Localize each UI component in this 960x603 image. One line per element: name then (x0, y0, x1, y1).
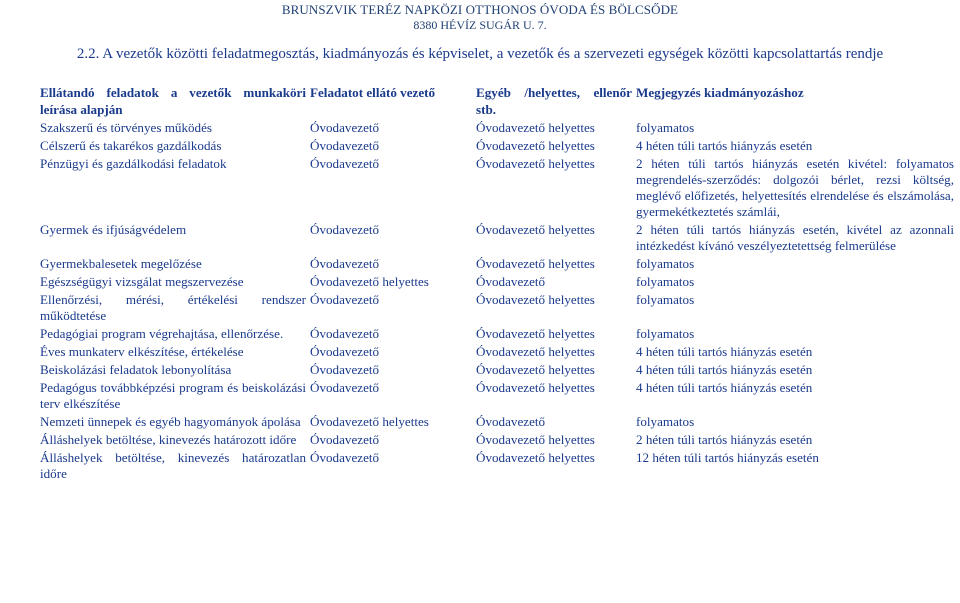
note-cell: 2 héten túli tartós hiányzás esetén kivétel: folyamatos megrendelés-szerződés: dolgozói bérlet, rezsi költség, meglévő előfizetés, helyettesítés elrendelése és elszámolása, gyermekétkeztetés számlái, (636, 156, 954, 219)
deputy-cell: Óvodavezető helyettes (476, 292, 595, 307)
leader-cell: Óvodavezető (310, 344, 380, 359)
leader-cell: Óvodavezető (310, 222, 380, 237)
deputy-cell: Óvodavezető helyettes (476, 380, 595, 395)
deputy-cell: Óvodavezető helyettes (476, 326, 595, 341)
table-row (38, 155, 956, 221)
note-cell: folyamatos (636, 256, 695, 271)
note-cell: 12 héten túli tartós hiányzás esetén (636, 450, 819, 465)
note-cell: 2 héten túli tartós hiányzás esetén, kivétel az azonnali intézkedést kívánó veszélyeztetettség felmerülése (636, 222, 954, 253)
table-row (38, 221, 956, 255)
task-cell: Nemzeti ünnepek és egyéb hagyományok ápolása (40, 414, 301, 429)
table-row (38, 361, 956, 379)
task-cell: Éves munkaterv elkészítése, értékelése (40, 344, 244, 359)
task-cell: Egészségügyi vizsgálat megszervezése (40, 274, 244, 289)
deputy-cell: Óvodavezető helyettes (476, 138, 595, 153)
deputy-cell: Óvodavezető helyettes (476, 222, 595, 237)
task-cell: Pedagógus továbbképzési program és beiskolázási terv elkészítése (40, 380, 306, 411)
deputy-cell: Óvodavezető helyettes (476, 256, 595, 271)
table-row (38, 431, 956, 449)
leader-cell: Óvodavezető (310, 120, 380, 135)
note-cell: folyamatos (636, 292, 695, 307)
note-cell: 4 héten túli tartós hiányzás esetén (636, 344, 813, 359)
leader-cell: Óvodavezető (310, 362, 380, 377)
table-row (38, 449, 956, 483)
task-cell: Álláshelyek betöltése, kinevezés határozatlan időre (40, 450, 306, 481)
deputy-cell: Óvodavezető (476, 274, 546, 289)
task-cell: Ellenőrzési, mérési, értékelési rendszer működtetése (40, 292, 306, 323)
table-body (38, 119, 956, 483)
table-row (38, 255, 956, 273)
task-cell: Pedagógiai program végrehajtása, ellenőrzése. (40, 326, 284, 341)
leader-cell: Óvodavezető (310, 292, 380, 307)
leader-cell: Óvodavezető helyettes (310, 274, 429, 289)
column-header-deputy: Egyéb /helyettes, ellenőr stb. (476, 85, 632, 117)
leader-cell: Óvodavezető (310, 156, 380, 171)
deputy-cell: Óvodavezető helyettes (476, 344, 595, 359)
table-row (38, 343, 956, 361)
leader-cell: Óvodavezető (310, 432, 380, 447)
leader-cell: Óvodavezető (310, 256, 380, 271)
deputy-cell: Óvodavezető helyettes (476, 432, 595, 447)
deputy-cell: Óvodavezető helyettes (476, 450, 595, 465)
leader-cell: Óvodavezető (310, 450, 380, 465)
deputy-cell: Óvodavezető (476, 414, 546, 429)
table-row (38, 413, 956, 431)
table-row (38, 379, 956, 413)
task-cell: Gyermek és ifjúságvédelem (40, 222, 187, 237)
table-header-row (38, 83, 956, 119)
deputy-cell: Óvodavezető helyettes (476, 120, 595, 135)
table-row (38, 137, 956, 155)
task-cell: Álláshelyek betöltése, kinevezés határozott időre (40, 432, 297, 447)
task-cell: Szakszerű és törvényes működés (40, 120, 212, 135)
institution-name: BRUNSZVIK TERÉZ NAPKÖZI OTTHONOS ÓVODA ÉS BÖLCSŐDE (281, 2, 679, 17)
leader-cell: Óvodavezető (310, 326, 380, 341)
note-cell: 4 héten túli tartós hiányzás esetén (636, 138, 813, 153)
leader-cell: Óvodavezető helyettes (310, 414, 429, 429)
task-cell: Gyermekbalesetek megelőzése (40, 256, 202, 271)
note-cell: 4 héten túli tartós hiányzás esetén (636, 380, 813, 395)
table-row (38, 273, 956, 291)
deputy-cell: Óvodavezető helyettes (476, 362, 595, 377)
note-cell: 4 héten túli tartós hiányzás esetén (636, 362, 813, 377)
deputy-cell: Óvodavezető helyettes (476, 156, 595, 171)
table-row (38, 325, 956, 343)
note-cell: 2 héten túli tartós hiányzás esetén (636, 432, 813, 447)
note-cell: folyamatos (636, 414, 695, 429)
leader-cell: Óvodavezető (310, 380, 380, 395)
leader-cell: Óvodavezető (310, 138, 380, 153)
note-cell: folyamatos (636, 326, 695, 341)
table-row (38, 119, 956, 137)
note-cell: folyamatos (636, 274, 695, 289)
task-cell: Pénzügyi és gazdálkodási feladatok (40, 156, 227, 171)
task-allocation-table (38, 83, 956, 483)
institution-address: 8380 HÉVÍZ SUGÁR U. 7. (413, 18, 547, 32)
section-title: 2.2. A vezetők közötti feladatmegosztás, kiadmányozás és képviselet, a vezetők és a szervezeti egységek közötti kapcsolattartás rendje (76, 46, 884, 62)
note-cell: folyamatos (636, 120, 695, 135)
column-header-leader: Feladatot ellátó vezető (310, 85, 436, 100)
task-cell: Beiskolázási feladatok lebonyolítása (40, 362, 232, 377)
task-cell: Célszerű és takarékos gazdálkodás (40, 138, 222, 153)
column-header-notes: Megjegyzés kiadmányozáshoz (636, 85, 804, 100)
column-header-tasks: Ellátandó feladatok a vezetők munkaköri leírása alapján (40, 85, 306, 117)
table-row (38, 291, 956, 325)
